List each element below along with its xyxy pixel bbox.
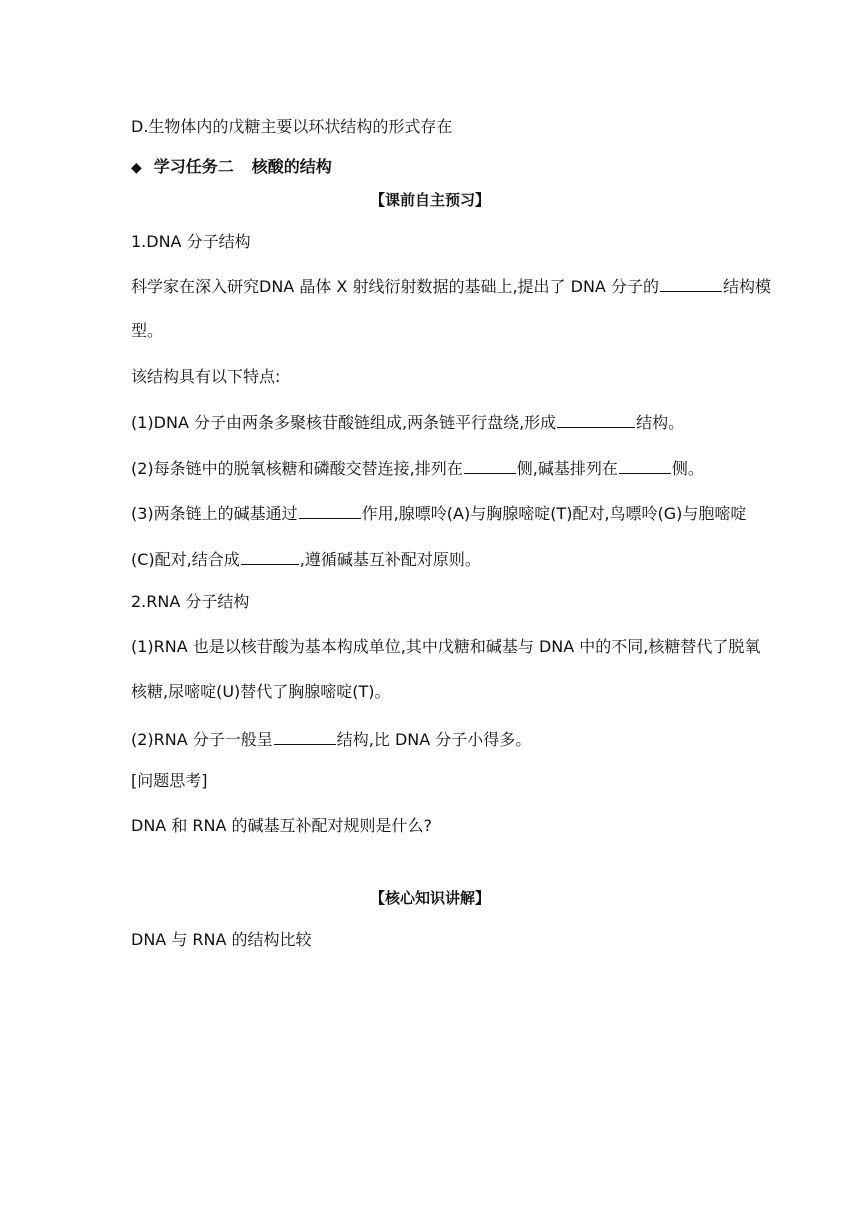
intro-text-b: 结构模 xyxy=(722,277,771,296)
item2-text-c: 侧。 xyxy=(671,459,704,478)
preview-heading: 【课前自主预习】 xyxy=(369,191,490,209)
section1-intro-cont: 型。 xyxy=(131,321,164,340)
core-heading: 【核心知识讲解】 xyxy=(369,889,490,907)
answer-blank[interactable] xyxy=(557,411,635,428)
item1-text-b: 结构。 xyxy=(636,413,685,432)
diamond-icon: ◆ xyxy=(131,160,142,176)
answer-blank[interactable] xyxy=(464,457,516,474)
question-text: DNA 和 RNA 的碱基互补配对规则是什么? xyxy=(131,816,433,835)
intro-text-a: 科学家在深入研究DNA 晶体 X 射线衍射数据的基础上,提出了 DNA 分子的 xyxy=(131,277,659,296)
answer-blank[interactable] xyxy=(660,275,722,292)
section1-item2 xyxy=(131,457,704,479)
answer-blank[interactable] xyxy=(299,502,361,519)
item3-text-c: (C)配对,结合成 xyxy=(131,550,240,569)
section2-item1: (1)RNA 也是以核苷酸为基本构成单位,其中戊糖和碱基与 DNA 中的不同,核糖替代了脱氧 xyxy=(131,637,761,656)
section2-title: 2.RNA 分子结构 xyxy=(131,592,250,611)
question-heading: [问题思考] xyxy=(131,771,208,790)
comparison-title: DNA 与 RNA 的结构比较 xyxy=(131,930,312,949)
task-label: 学习任务二 xyxy=(153,157,234,176)
answer-blank[interactable] xyxy=(619,457,671,474)
answer-blank[interactable] xyxy=(274,728,336,745)
answer-blank[interactable] xyxy=(241,548,299,565)
section1-title: 1.DNA 分子结构 xyxy=(131,232,251,251)
item2-text-a: (2)每条链中的脱氧核糖和磷酸交替连接,排列在 xyxy=(131,459,463,478)
item3-text-b: 作用,腺嘌呤(A)与胸腺嘧啶(T)配对,鸟嘌呤(G)与胞嘧啶 xyxy=(361,504,747,523)
section1-item1 xyxy=(131,411,684,433)
section1-item3-cont xyxy=(131,548,481,570)
section1-intro xyxy=(131,275,771,297)
option-d: D.生物体内的戊糖主要以环状结构的形式存在 xyxy=(131,117,453,136)
task-heading xyxy=(131,157,332,178)
section1-item3 xyxy=(131,502,746,524)
s2-item2-text-a: (2)RNA 分子一般呈 xyxy=(131,730,273,749)
item3-text-a: (3)两条链上的碱基通过 xyxy=(131,504,298,523)
section2-item2 xyxy=(131,728,531,750)
item2-text-b: 侧,碱基排列在 xyxy=(516,459,618,478)
item1-text-a: (1)DNA 分子由两条多聚核苷酸链组成,两条链平行盘绕,形成 xyxy=(131,413,557,432)
item3-text-d: ,遵循碱基互补配对原则。 xyxy=(299,550,481,569)
features-line: 该结构具有以下特点: xyxy=(131,367,281,386)
s2-item2-text-b: 结构,比 DNA 分子小得多。 xyxy=(336,730,532,749)
section2-item1-cont: 核糖,尿嘧啶(U)替代了胸腺嘧啶(T)。 xyxy=(131,682,391,701)
task-title: 核酸的结构 xyxy=(251,157,332,176)
